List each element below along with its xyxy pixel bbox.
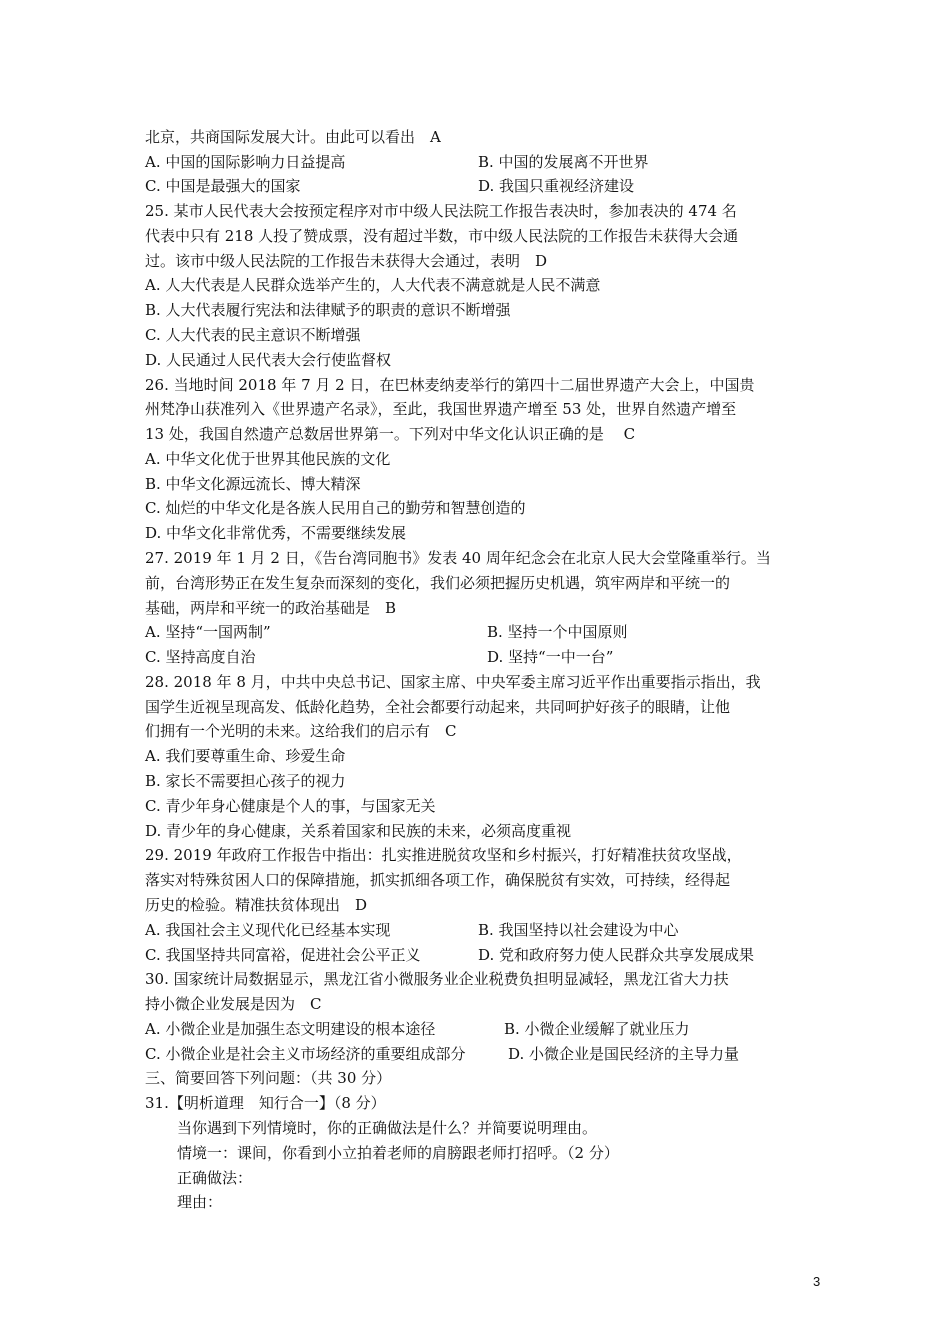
question-text: 历史的检验。精准扶贫体现出 D [145,896,368,914]
question-28: 28. 2018 年 8 月，中共中央总书记、国家主席、中央军委主席习近平作出重要指示指出，我 [145,673,761,691]
option-d: D. 中华文化非常优秀，不需要继续发展 [145,524,407,542]
option-c: C. 小微企业是社会主义市场经济的重要组成部分 [145,1045,466,1063]
question-29: 29. 2019 年政府工作报告中指出：扎实推进脱贫攻坚和乡村振兴，打好精准扶贫攻坚战， [145,846,742,864]
question-31: 31.【明析道理 知行合一】（8 分） [145,1094,386,1112]
scenario-text: 情境一：课间，你看到小立拍着老师的肩膀跟老师打招呼。（2 分） [177,1144,619,1162]
option-c: C. 坚持高度自治 [145,648,256,666]
answer-label: 正确做法： [177,1169,253,1187]
option-c: C. 中国是最强大的国家 [145,177,301,195]
question-text: 前，台湾形势正在发生复杂而深刻的变化，我们必须把握历史机遇，筑牢两岸和平统一的 [145,574,731,592]
option-d: D. 我国只重视经济建设 [478,177,635,195]
question-text: 落实对特殊贫困人口的保障措施，抓实抓细各项工作，确保脱贫有实效，可持续，经得起 [145,871,731,889]
option-d: D. 党和政府努力使人民群众共享发展成果 [478,946,755,964]
option-c: C. 灿烂的中华文化是各族人民用自己的勤劳和智慧创造的 [145,499,526,517]
page-number: 3 [813,1274,821,1289]
question-25: 25. 某市人民代表大会按预定程序对市中级人民法院工作报告表决时，参加表决的 474 名 [145,202,737,220]
question-text: 们拥有一个光明的未来。这给我们的启示有 C [145,722,457,740]
text-line: 北京，共商国际发展大计。由此可以看出 A [145,128,441,146]
option-b: B. 中华文化源远流长、博大精深 [145,475,361,493]
question-30: 30. 国家统计局数据显示，黑龙江省小微服务业企业税费负担明显减轻，黑龙江省大力扶 [145,970,729,988]
question-text: 州梵净山获准列入《世界遗产名录》，至此，我国世界遗产增至 53 处，世界自然遗产增至 [145,400,737,418]
option-a: A. 中华文化优于世界其他民族的文化 [145,450,391,468]
option-b: B. 小微企业缓解了就业压力 [504,1020,690,1038]
question-text: 13 处，我国自然遗产总数居世界第一。下列对中华文化认识正确的是 C [145,425,636,443]
instruction-text: 当你遇到下列情境时，你的正确做法是什么？并简要说明理由。 [177,1119,598,1137]
question-text: 持小微企业发展是因为 C [145,995,322,1013]
question-text: 代表中只有 218 人投了赞成票，没有超过半数，市中级人民法院的工作报告未获得大会通 [145,227,739,245]
question-text: 基础，两岸和平统一的政治基础是 B [145,599,397,617]
option-d: D. 坚持“一中一台” [487,648,614,666]
option-b: B. 家长不需要担心孩子的视力 [145,772,346,790]
option-c: C. 我国坚持共同富裕，促进社会公平正义 [145,946,421,964]
option-d: D. 小微企业是国民经济的主导力量 [508,1045,740,1063]
option-c: C. 青少年身心健康是个人的事，与国家无关 [145,797,436,815]
question-text: 国学生近视呈现高发、低龄化趋势，全社会都要行动起来，共同呵护好孩子的眼睛，让他 [145,698,731,716]
question-text: 过。该市中级人民法院的工作报告未获得大会通过，表明 D [145,252,548,270]
option-a: A. 我们要尊重生命、珍爱生命 [145,747,346,765]
option-a: A. 坚持“一国两制” [145,623,271,641]
section-heading: 三、简要回答下列问题：（共 30 分） [145,1069,392,1087]
option-d: D. 人民通过人民代表大会行使监督权 [145,351,392,369]
reason-label: 理由： [177,1193,223,1211]
option-b: B. 中国的发展离不开世界 [478,153,649,171]
option-d: D. 青少年的身心健康，关系着国家和民族的未来，必须高度重视 [145,822,572,840]
option-b: B. 坚持一个中国原则 [487,623,628,641]
option-b: B. 我国坚持以社会建设为中心 [478,921,679,939]
option-b: B. 人大代表履行宪法和法律赋予的职责的意识不断增强 [145,301,511,319]
option-a: A. 中国的国际影响力日益提高 [145,153,346,171]
question-27: 27. 2019 年 1 月 2 日，《告台湾同胞书》发表 40 周年纪念会在北京人民大会堂隆重举行。当 [145,549,771,567]
option-a: A. 人大代表是人民群众选举产生的，人大代表不满意就是人民不满意 [145,276,601,294]
option-a: A. 我国社会主义现代化已经基本实现 [145,921,391,939]
option-c: C. 人大代表的民主意识不断增强 [145,326,361,344]
question-26: 26. 当地时间 2018 年 7 月 2 日，在巴林麦纳麦举行的第四十二届世界遗产大会上，中国贵 [145,376,755,394]
option-a: A. 小微企业是加强生态文明建设的根本途径 [145,1020,436,1038]
